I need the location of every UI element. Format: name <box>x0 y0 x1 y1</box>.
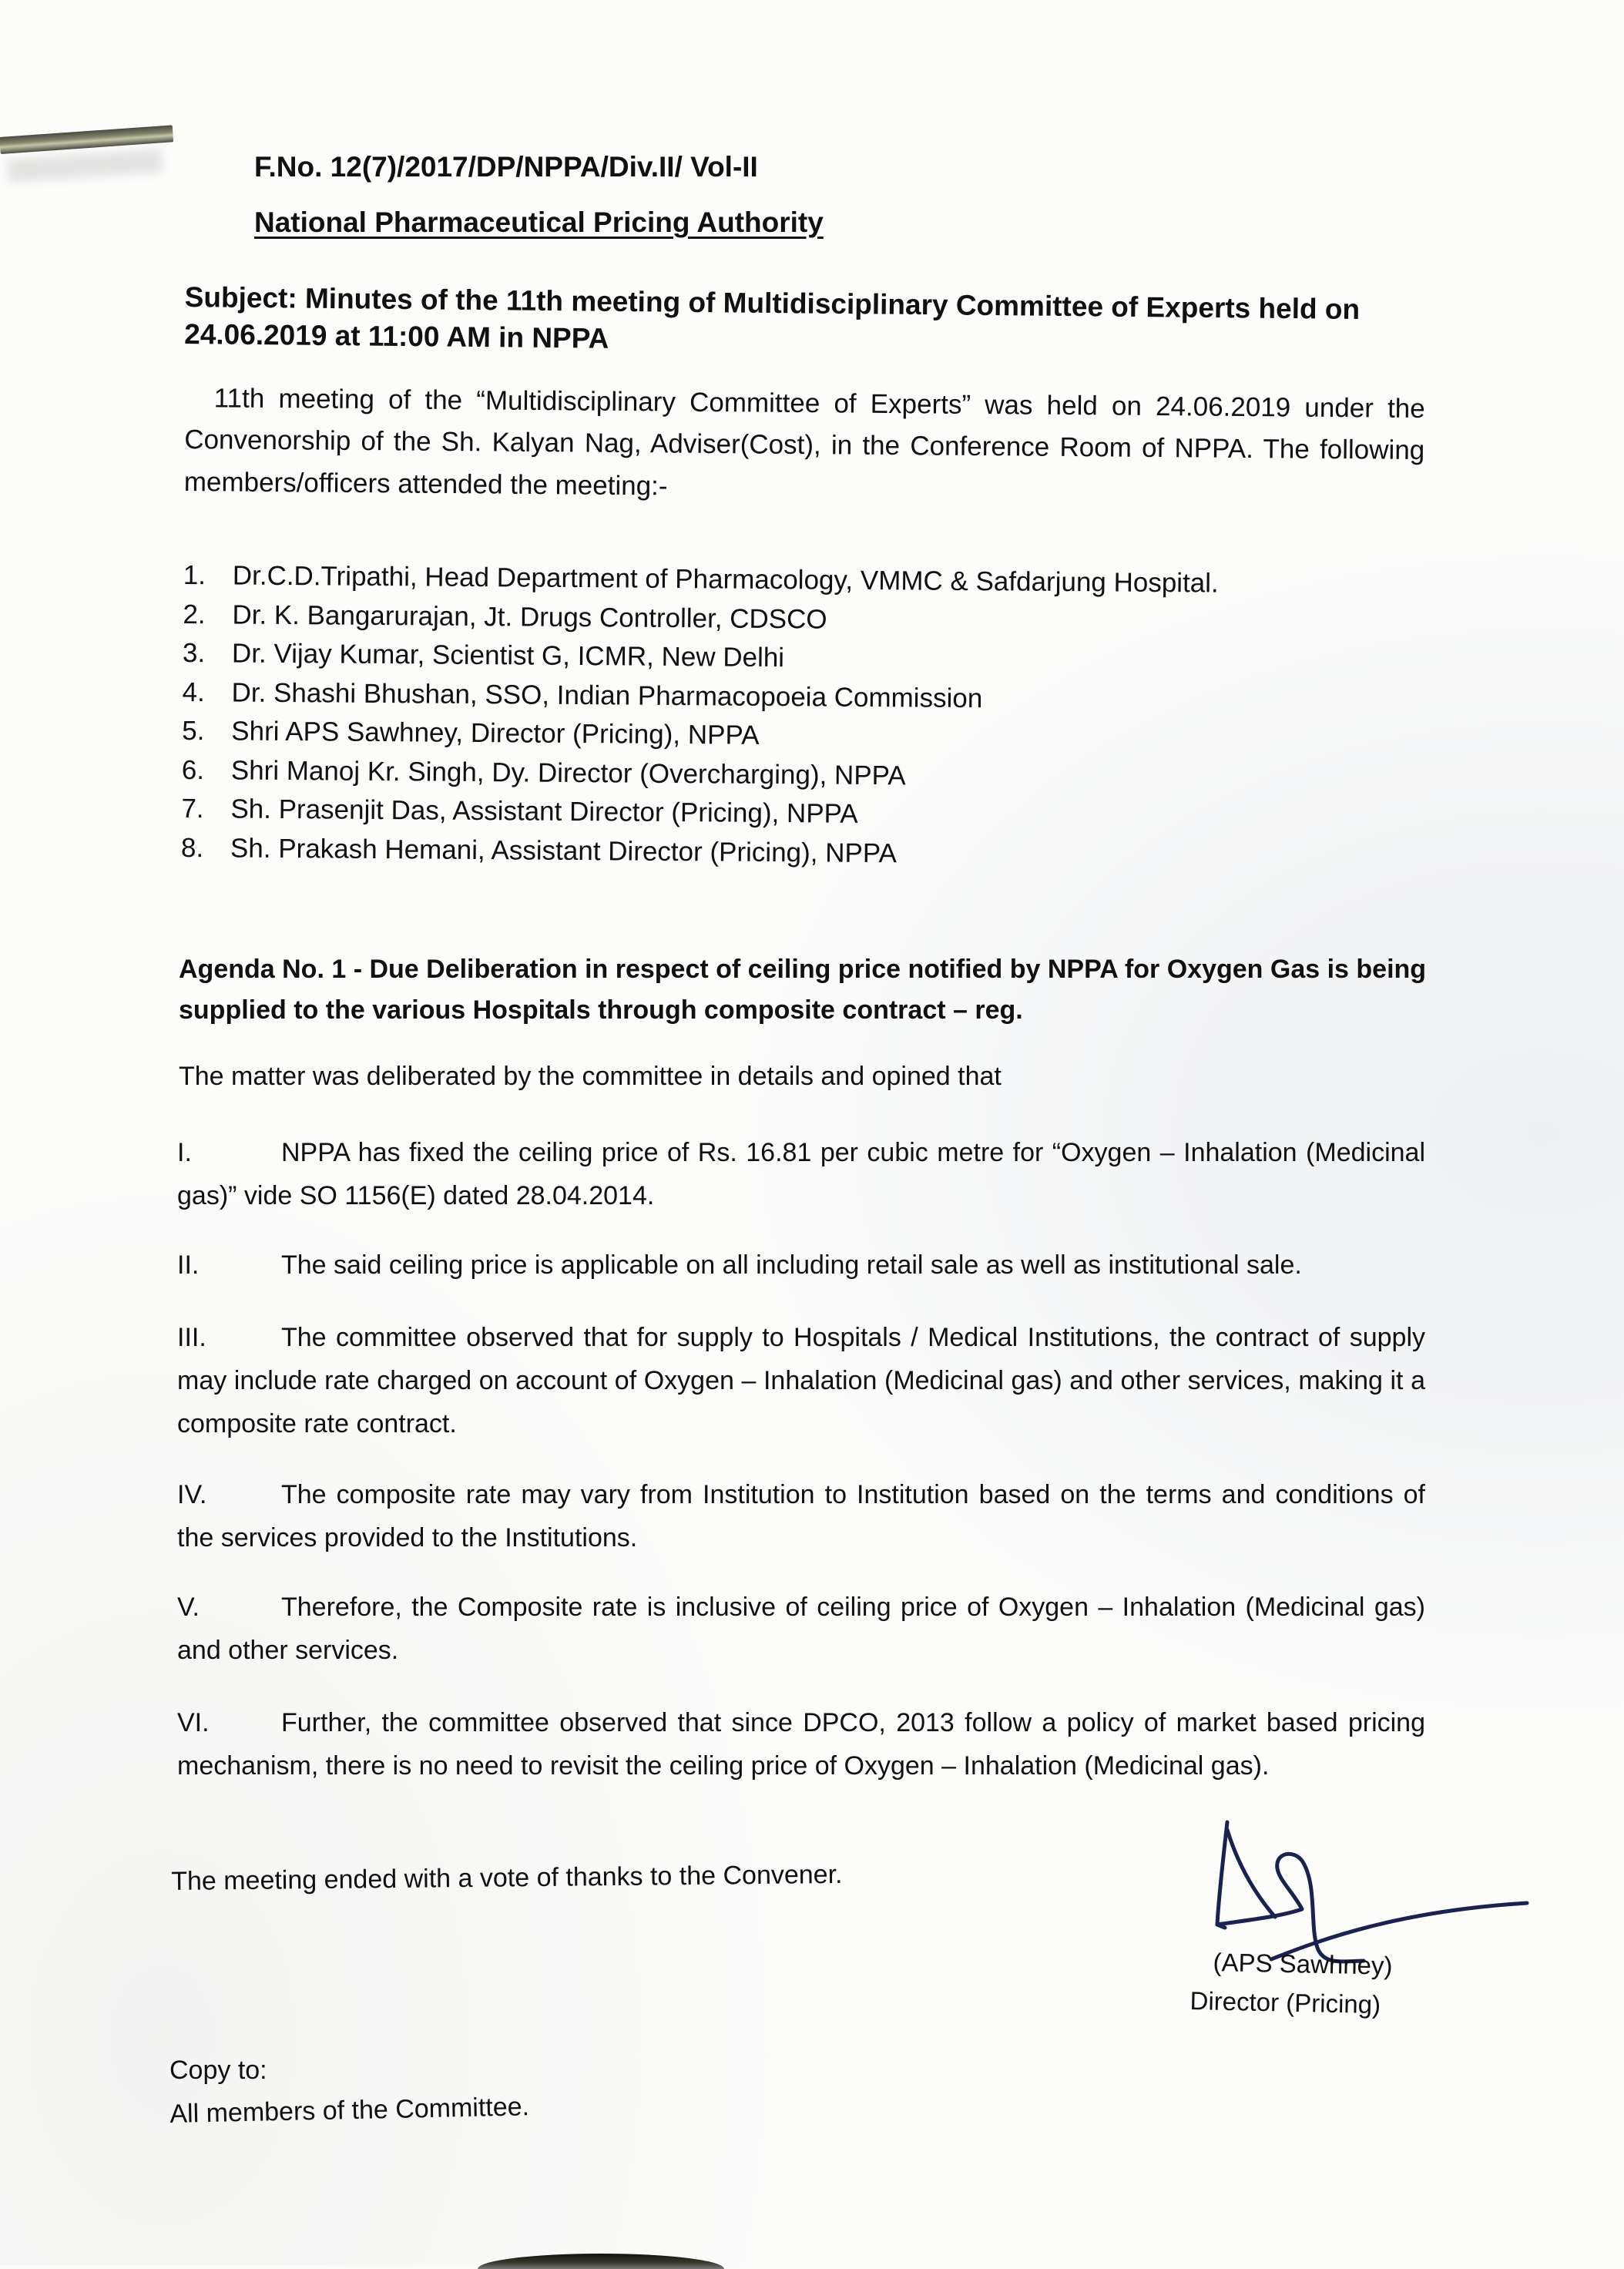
point-text: The said ceiling price is applicable on all including retail sale as well as institutional sale. <box>281 1250 1302 1280</box>
intro-paragraph-text: 11th meeting of the “Multidisciplinary Committee of Experts” was held on 24.06.2019 under the Convenorship of the Sh. Kalyan Nag, Adviser(Cost), in the Conference Room of NPPA. The following members/officers attended the meeting:- <box>183 383 1425 501</box>
organization-heading <box>0 206 1624 240</box>
attendee-text: Dr. K. Bangarurajan, Jt. Drugs Controller, CDSCO <box>232 599 827 635</box>
agenda-point <box>177 1316 1425 1445</box>
agenda-title: Agenda No. 1 - Due Deliberation in respect of ceiling price notified by NPPA for Oxygen Gas is being supplied to the various Hospitals through composite contract – reg. <box>179 955 1427 1025</box>
attendee-list <box>181 556 1219 876</box>
signature-mark <box>1202 1811 1556 1965</box>
agenda-point <box>177 1244 1425 1287</box>
attendee-number: 6. <box>181 754 205 785</box>
point-numeral: III. <box>177 1323 206 1352</box>
attendee-text: Sh. Prasenjit Das, Assistant Director (Pricing), NPPA <box>230 794 858 829</box>
signatory-name: (APS Sawhney) <box>1213 1948 1393 1980</box>
agenda-point <box>177 1701 1425 1787</box>
point-numeral: V. <box>177 1593 200 1622</box>
signature-stroke <box>1217 1854 1364 1962</box>
attendee-text: Shri APS Sawhney, Director (Pricing), NPPA <box>231 716 760 750</box>
point-numeral: VI. <box>177 1708 210 1737</box>
signature-stroke <box>1217 1822 1227 1928</box>
intro-paragraph <box>184 378 1425 514</box>
attendee-number: 7. <box>181 793 204 824</box>
attendee-text: Dr. Vijay Kumar, Scientist G, ICMR, New Delhi <box>231 638 785 673</box>
attendee-number: 5. <box>182 715 205 747</box>
attendee-text: Dr. Shashi Bhushan, SSO, Indian Pharmacopoeia Commission <box>231 676 983 713</box>
point-text: NPPA has fixed the ceiling price of Rs. 16.81 per cubic metre for “Oxygen – Inhalation (Medicinal gas)” vide SO 1156(E) dated 28.04.2014. <box>177 1138 1425 1210</box>
point-numeral: II. <box>177 1250 200 1280</box>
subject-line: Subject: Minutes of the 11th meeting of Multidisciplinary Committee of Experts held on 24.06.2019 at 11:00 AM in NPPA <box>184 280 1361 354</box>
agenda-point <box>177 1473 1425 1559</box>
point-text: The composite rate may vary from Institution to Institution based on the terms and conditions of the services provided to the Institutions. <box>177 1480 1425 1552</box>
attendee-number: 8. <box>180 832 204 863</box>
point-numeral: I. <box>177 1138 192 1167</box>
file-number-text: F.No. 12(7)/2017/DP/NPPA/Div.II/ Vol-II <box>254 151 758 183</box>
point-text: Therefore, the Composite rate is inclusive of ceiling price of Oxygen – Inhalation (Medicinal gas) and other services. <box>177 1593 1425 1665</box>
closing-remark: The meeting ended with a vote of thanks to the Convener. <box>171 1859 843 1896</box>
file-number <box>0 151 1624 184</box>
agenda-point <box>177 1586 1425 1672</box>
point-text: Further, the committee observed that since DPCO, 2013 follow a policy of market based pricing mechanism, there is no need to revisit the ceiling price of Oxygen – Inhalation (Medicinal gas). <box>177 1708 1425 1781</box>
agenda-intro: The matter was deliberated by the committee in details and opined that <box>179 1062 1002 1091</box>
attendee-number: 3. <box>182 637 206 669</box>
attendee-number: 2. <box>183 599 206 629</box>
attendee-text: Shri Manoj Kr. Singh, Dy. Director (Overcharging), NPPA <box>230 754 906 790</box>
attendee-number: 4. <box>182 676 205 707</box>
signatory-designation: Director (Pricing) <box>1189 1986 1381 2019</box>
organization-text: National Pharmaceutical Pricing Authority <box>254 206 824 238</box>
attendee-item <box>181 828 1216 875</box>
attendee-number: 1. <box>183 559 206 591</box>
signature-stroke <box>1227 1830 1275 1917</box>
point-text: The committee observed that for supply to Hospitals / Medical Institutions, the contract of supply may include rate charged on account of Oxygen – Inhalation (Medicinal gas) and other services, making it a composite rate contract. <box>177 1323 1425 1438</box>
attendee-text: Sh. Prakash Hemani, Assistant Director (Pricing), NPPA <box>230 832 898 868</box>
point-numeral: IV. <box>177 1480 207 1509</box>
attendee-text: Dr.C.D.Tripathi, Head Department of Pharmacology, VMMC & Safdarjung Hospital. <box>232 560 1219 599</box>
copy-to-label: Copy to: <box>169 2056 267 2085</box>
copy-to-recipients: All members of the Committee. <box>169 2092 530 2129</box>
agenda-point <box>177 1131 1425 1217</box>
